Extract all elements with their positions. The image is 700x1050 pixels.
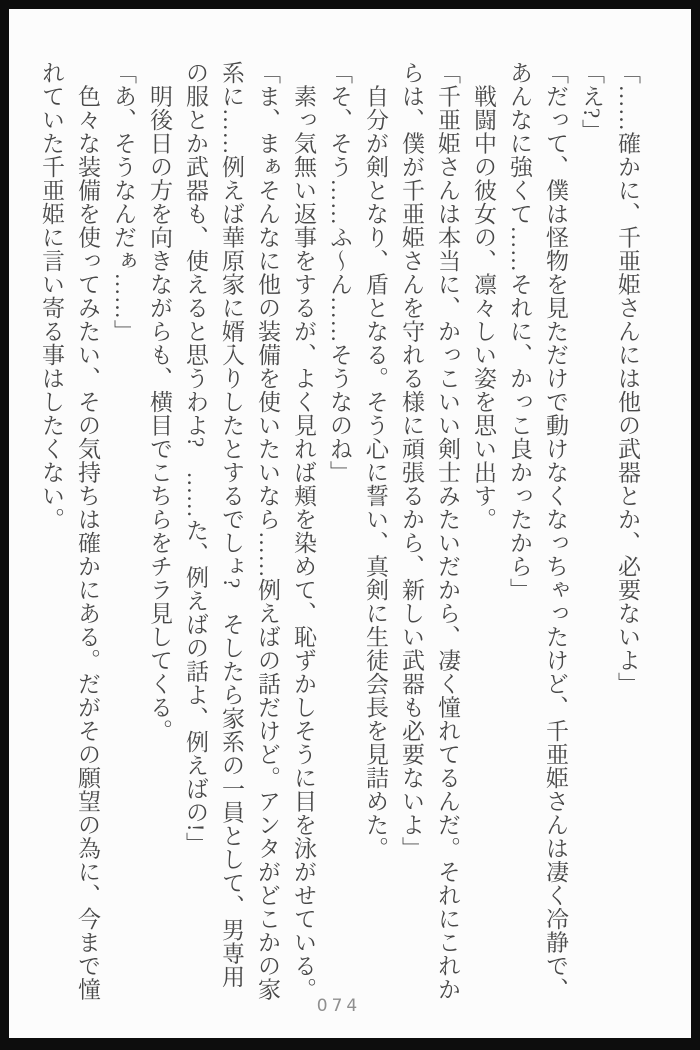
- text-line: 自分が剣となり、盾となる。そう心に誓い、真剣に生徒会長を見詰めた。: [363, 61, 388, 860]
- text-line: れていた千亜姫に言い寄る事はしたくない。: [39, 61, 64, 531]
- text-line: 「千亜姫さんは本当に、かっこいい剣士みたいだから、凄く憧れてるんだ。それにこれか: [435, 61, 460, 1001]
- page-number: 074: [316, 996, 362, 1016]
- novel-page: [9, 9, 691, 1038]
- text-line: 「そ、そう……ふ〜ん……そうなのね」: [327, 61, 352, 484]
- text-line: 「……確かに、千亜姫さんには他の武器とか、必要ないよ」: [615, 61, 640, 696]
- text-line: 系に……例えば華原家に婿入りしたとするでしょ? そしたら家系の一員として、男専用: [219, 61, 244, 989]
- text-line: らは、僕が千亜姫さんを守れる様に頑張るから、新しい武器も必要ないよ」: [399, 61, 424, 860]
- text-line: の服とか武器も、使えると思うわよ? ……た、例えばの話よ、例えばの!」: [183, 61, 208, 856]
- text-line: 「ま、まぁそんなに他の装備を使いたいなら……例えばの話だけど。アンタがどこかの家: [255, 61, 280, 1001]
- text-line: 素っ気無い返事をするが、よく見れば頬を染めて、恥ずかしそうに目を泳がせている。: [291, 61, 316, 1001]
- text-line: 「あ、そうなんだぁ……」: [111, 61, 136, 343]
- text-line: あんなに強くて……それに、かっこ良かったから」: [507, 61, 532, 602]
- text-line: 「だって、僕は怪物を見ただけで動けなくなっちゃったけど、千亜姫さんは凄く冷静で、: [543, 61, 568, 1001]
- text-line: 戦闘中の彼女の、凛々しい姿を思い出す。: [471, 61, 496, 531]
- vertical-text-block: [33, 61, 645, 1001]
- text-line: 明後日の方を向きながらも、横目でこちらをチラ見してくる。: [147, 61, 172, 743]
- text-line: 色々な装備を使ってみたい、その気持ちは確かにある。だがその願望の為に、今まで憧: [75, 61, 100, 1001]
- text-line: 「え?」: [579, 61, 604, 143]
